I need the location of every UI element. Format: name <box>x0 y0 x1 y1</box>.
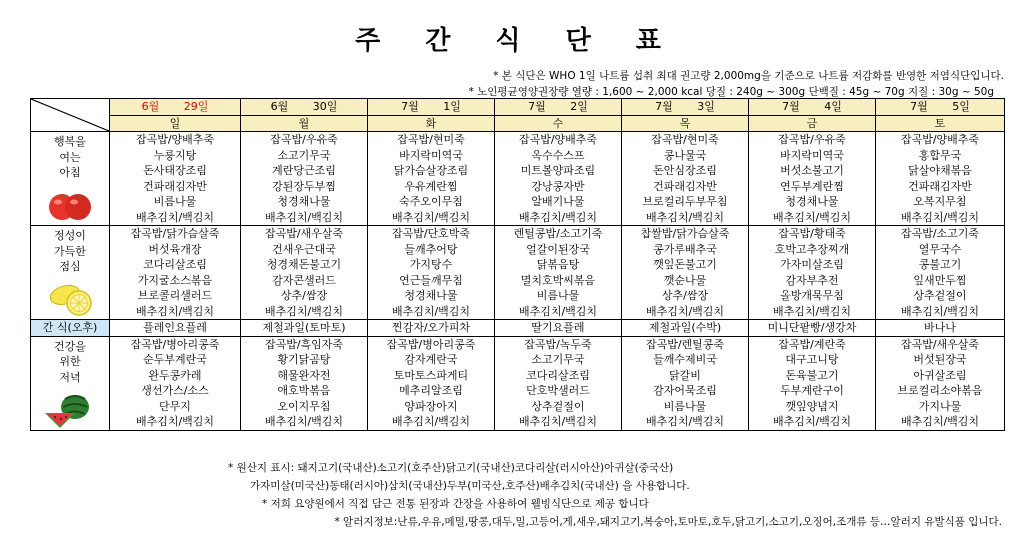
menu-item: 비름나물 <box>153 195 197 208</box>
weekday-cell: 수 <box>495 115 622 132</box>
menu-item: 건파래김자반 <box>143 179 207 193</box>
lunch-cell <box>749 226 876 320</box>
menu-item: 배추김치/백김치 <box>264 210 344 224</box>
menu-item: 감자계란국 <box>404 353 458 366</box>
menu-item: 콩가루배추국 <box>653 242 717 256</box>
snack-cell: 플레인요플레 <box>110 320 241 337</box>
menu-item: 잡곡밥/흑임자죽 <box>264 337 344 351</box>
corner-cell <box>31 99 110 132</box>
dinner-cell <box>241 336 368 430</box>
sodium-note: * 본 식단은 WHO 1일 나트륨 섭취 최대 권고량 2,000mg을 기준으로 나트륨 저감화를 반영한 저염식단입니다. <box>493 70 1004 82</box>
menu-item: 건새우근대국 <box>272 242 336 256</box>
menu-item: 닭갈비 <box>669 368 701 382</box>
menu-item: 옥수수스프 <box>531 148 585 162</box>
snack-label: 간 식(오후) <box>31 320 110 337</box>
menu-item: 청경채나물 <box>404 289 458 302</box>
menu-item: 청경채나물 <box>785 195 839 208</box>
menu-item: 가지나물 <box>918 399 962 413</box>
menu-item: 열무국수 <box>918 242 962 256</box>
menu-item: 잎새만두찜 <box>913 273 967 287</box>
menu-item: 메추리알조림 <box>399 384 463 397</box>
menu-item: 닭가슴살장조림 <box>393 164 469 177</box>
menu-item: 배추김치/백김치 <box>391 415 471 428</box>
menu-item: 바지락미역국 <box>780 148 844 162</box>
breakfast-cell <box>749 132 876 226</box>
menu-item: 잡곡밥/닭가슴살죽 <box>130 227 220 240</box>
date-cell: 7월 2일 <box>495 99 622 116</box>
menu-item: 잡곡밥/양배추죽 <box>518 133 598 146</box>
menu-item: 소고기무국 <box>277 148 331 162</box>
breakfast-cell <box>110 132 241 226</box>
dinner-row <box>31 336 1005 430</box>
menu-item: 배추김치/백김치 <box>518 304 598 318</box>
weekday-row <box>31 115 1005 132</box>
menu-item: 연근들깨무침 <box>399 273 463 287</box>
menu-item: 브로콜리샐러드 <box>137 289 213 302</box>
snack-cell: 바나나 <box>876 320 1005 337</box>
menu-item: 강낭콩자반 <box>531 179 585 193</box>
menu-item: 누룽지탕 <box>153 148 197 162</box>
snack-cell: 미니단팥빵/생강차 <box>749 320 876 337</box>
menu-item: 깻잎돈불고기 <box>653 258 717 271</box>
snack-cell: 제철과일(토마토) <box>241 320 368 337</box>
menu-item: 미트볼양파조림 <box>520 164 596 177</box>
breakfast-cell <box>368 132 495 226</box>
allergy-note: * 알러지정보:난류,우유,메밀,땅콩,대두,밀,고등어,게,새우,돼지고기,복숭아,토마토,호두,닭고기,소고기,오징어,조개류 등…알러지 유발식품 입니다. <box>334 516 1002 528</box>
dinner-cell <box>368 336 495 430</box>
menu-item: 버섯소불고기 <box>780 164 844 177</box>
menu-item: 돈사태장조림 <box>143 164 207 177</box>
lunch-cell <box>241 226 368 320</box>
weekly-menu-table <box>30 98 1005 431</box>
menu-item: 버섯된장국 <box>913 353 967 366</box>
dinner-cell <box>495 336 622 430</box>
menu-item: 순두부계란국 <box>143 353 207 366</box>
date-cell: 6월 30일 <box>241 99 368 116</box>
breakfast-row <box>31 132 1005 226</box>
menu-item: 깻순나물 <box>663 273 707 287</box>
menu-item: 돈안심장조림 <box>653 164 717 177</box>
menu-item: 배추김치/백김치 <box>900 415 980 428</box>
menu-item: 배추김치/백김치 <box>900 210 980 224</box>
date-cell: 7월 5일 <box>876 99 1005 116</box>
menu-item: 청경채돈불고기 <box>266 258 342 271</box>
menu-item: 연두부계란찜 <box>780 179 844 193</box>
menu-item: 잡곡밥/새우살죽 <box>264 227 344 240</box>
menu-item: 올방개묵무침 <box>780 289 844 302</box>
menu-item: 잡곡밥/현미죽 <box>397 133 465 146</box>
date-cell: 6월 29일 <box>110 99 241 116</box>
menu-item: 비름나물 <box>663 399 707 413</box>
menu-item: 멸치호박씨볶음 <box>520 273 596 287</box>
menu-item: 가자미살조림 <box>780 258 844 271</box>
lunch-row <box>31 226 1005 320</box>
menu-item: 브로컬리소야볶음 <box>897 384 983 397</box>
menu-item: 강된장두부찜 <box>272 179 336 193</box>
lunch-cell <box>622 226 749 320</box>
origin-note-continued: 가자미살(미국산)동태(러시아)삼치(국내산)두부(미국산,호주산)배추김치(국내산) 을 사용합니다. <box>250 480 690 492</box>
weekday-cell: 화 <box>368 115 495 132</box>
lunch-cell <box>495 226 622 320</box>
origin-note: * 원산지 표시: 돼지고기(국내산)소고기(호주산)닭고기(국내산)코다리살(러시아산)아귀살(중국산) <box>228 462 674 474</box>
lunch-cell <box>368 226 495 320</box>
menu-item: 잡곡밥/병아리콩죽 <box>386 337 476 351</box>
sauce-note: * 저희 요양원에서 직접 담근 전통 된장과 간장을 사용하여 웰빙식단으로 제공 합니다 <box>262 498 649 510</box>
dinner-cell <box>876 336 1005 430</box>
lemon-icon <box>43 281 97 317</box>
menu-item: 콩나물국 <box>663 148 707 162</box>
menu-item: 배추김치/백김치 <box>772 210 852 224</box>
menu-item: 잡곡밥/현미죽 <box>651 133 719 146</box>
menu-item: 버섯육개장 <box>148 242 202 256</box>
weekday-cell: 월 <box>241 115 368 132</box>
menu-item: 배추김치/백김치 <box>135 210 215 224</box>
menu-item: 계란당근조림 <box>272 164 336 177</box>
menu-item: 우유계란찜 <box>404 179 458 193</box>
menu-item: 소고기무국 <box>531 353 585 366</box>
menu-item: 단호박샐러드 <box>526 384 590 397</box>
date-cell: 7월 3일 <box>622 99 749 116</box>
menu-item: 잡곡밥/병아리콩죽 <box>130 337 220 351</box>
menu-item: 건파래김자반 <box>908 179 972 193</box>
menu-item: 알배기나물 <box>531 195 585 208</box>
menu-item: 잡곡밥/새우살죽 <box>900 337 980 351</box>
snack-cell: 제철과일(수박) <box>622 320 749 337</box>
menu-item: 잡곡밥/단호박죽 <box>391 227 471 240</box>
menu-item: 닭볶음탕 <box>536 258 580 271</box>
menu-item: 얼갈이된장국 <box>526 242 590 256</box>
weekday-cell: 목 <box>622 115 749 132</box>
menu-item: 가지굴소스볶음 <box>137 273 213 287</box>
menu-item: 들깨수제비국 <box>653 353 717 366</box>
nutrition-note: * 노인평균영양권장량 열량 : 1,600 ~ 2,000 kcal 당질 : 240g ~ 300g 단백질 : 45g ~ 70g 지질 : 30g ~ 50g <box>468 86 994 98</box>
menu-item: 잡곡밥/녹두죽 <box>524 337 592 351</box>
menu-item: 잡곡밥/소고기죽 <box>900 227 980 240</box>
dinner-cell <box>622 336 749 430</box>
menu-item: 코다리살조림 <box>143 258 207 271</box>
menu-item: 두부계란구이 <box>780 384 844 397</box>
menu-item: 해물완자전 <box>277 368 331 382</box>
menu-item: 배추김치/백김치 <box>900 304 980 318</box>
menu-item: 황기닭곰탕 <box>277 353 331 366</box>
lunch-label: 정성이 가득한 점심 <box>31 226 110 320</box>
tomato-icon <box>43 187 97 221</box>
menu-item: 배추김치/백김치 <box>391 304 471 318</box>
dinner-cell <box>110 336 241 430</box>
weekday-cell: 일 <box>110 115 241 132</box>
menu-item: 애호박볶음 <box>277 384 331 397</box>
breakfast-cell <box>622 132 749 226</box>
menu-item: 감자콘샐러드 <box>272 273 336 287</box>
menu-item: 가지탕수 <box>409 258 453 271</box>
menu-item: 감자부추전 <box>785 273 839 287</box>
menu-item: 잡곡밥/렌틸콩죽 <box>645 337 725 351</box>
menu-item: 상추겉절이 <box>913 289 967 302</box>
menu-item: 생선가스/소스 <box>141 384 209 397</box>
snack-row <box>31 320 1005 337</box>
menu-item: 감자어묵조림 <box>653 384 717 397</box>
menu-item: 오복지무침 <box>913 195 967 208</box>
menu-item: 대구고니탕 <box>785 353 839 366</box>
menu-item: 잡곡밥/황태죽 <box>778 227 846 240</box>
menu-item: 돈육불고기 <box>785 368 839 382</box>
date-cell: 7월 4일 <box>749 99 876 116</box>
menu-item: 들깨추어탕 <box>404 242 458 256</box>
dinner-cell <box>749 336 876 430</box>
menu-item: 브로컬리두부무침 <box>642 195 728 208</box>
lunch-cell <box>876 226 1005 320</box>
menu-item: 단무지 <box>159 399 191 413</box>
menu-item: 배추김치/백김치 <box>645 304 725 318</box>
watermelon-icon <box>41 391 99 429</box>
menu-item: 배추김치/백김치 <box>264 304 344 318</box>
menu-item: 배추김치/백김치 <box>135 415 215 428</box>
menu-item: 깻잎양념지 <box>785 399 839 413</box>
page-title: 주 간 식 단 표 <box>355 26 679 56</box>
menu-item: 잡곡밥/양배추죽 <box>900 133 980 146</box>
menu-item: 양파장아지 <box>404 399 458 413</box>
breakfast-cell <box>876 132 1005 226</box>
menu-item: 토마토스파게티 <box>393 368 469 382</box>
menu-item: 잡곡밥/양배추죽 <box>135 133 215 146</box>
menu-item: 숙주오이무침 <box>399 195 463 208</box>
menu-item: 콩불고기 <box>918 258 962 271</box>
menu-item: 배추김치/백김치 <box>264 415 344 428</box>
menu-item: 비름나물 <box>536 289 580 302</box>
menu-item: 호박고추장찌개 <box>774 242 850 256</box>
menu-item: 상추/쌈장 <box>661 289 709 302</box>
menu-item: 홍합무국 <box>918 148 962 162</box>
menu-item: 찹쌀밥/닭가슴살죽 <box>640 227 730 240</box>
menu-item: 코다리살조림 <box>526 368 590 382</box>
menu-item: 바지락미역국 <box>399 148 463 162</box>
menu-item: 배추김치/백김치 <box>772 304 852 318</box>
dinner-label: 건강을 위한 저녁 <box>31 336 110 430</box>
menu-item: 청경채나물 <box>277 195 331 208</box>
snack-cell: 딸기요플레 <box>495 320 622 337</box>
breakfast-label: 행복을 여는 아침 <box>31 132 110 226</box>
weekday-cell: 토 <box>876 115 1005 132</box>
menu-item: 잡곡밥/우유죽 <box>270 133 338 146</box>
menu-item: 건파래김자반 <box>653 179 717 193</box>
menu-item: 배추김치/백김치 <box>645 210 725 224</box>
breakfast-cell <box>495 132 622 226</box>
breakfast-cell <box>241 132 368 226</box>
menu-item: 배추김치/백김치 <box>518 210 598 224</box>
menu-item: 잡곡밥/계란죽 <box>778 337 846 351</box>
menu-item: 상추/쌈장 <box>280 289 328 302</box>
menu-item: 아귀살조림 <box>913 368 967 382</box>
weekday-cell: 금 <box>749 115 876 132</box>
menu-item: 렌틸콩밥/소고기죽 <box>513 227 603 240</box>
menu-item: 상추겉절이 <box>531 399 585 413</box>
date-row <box>31 99 1005 116</box>
menu-item: 배추김치/백김치 <box>772 415 852 428</box>
menu-item: 배추김치/백김치 <box>645 415 725 428</box>
menu-item: 배추김치/백김치 <box>518 415 598 428</box>
date-cell: 7월 1일 <box>368 99 495 116</box>
menu-item: 닭살야채볶음 <box>908 164 972 177</box>
menu-item: 배추김치/백김치 <box>135 304 215 318</box>
snack-cell: 찐감자/오가피차 <box>368 320 495 337</box>
menu-item: 완두콩카레 <box>148 368 202 382</box>
lunch-cell <box>110 226 241 320</box>
menu-item: 오이지무침 <box>277 399 331 413</box>
menu-item: 배추김치/백김치 <box>391 210 471 224</box>
menu-item: 잡곡밥/우유죽 <box>778 133 846 146</box>
